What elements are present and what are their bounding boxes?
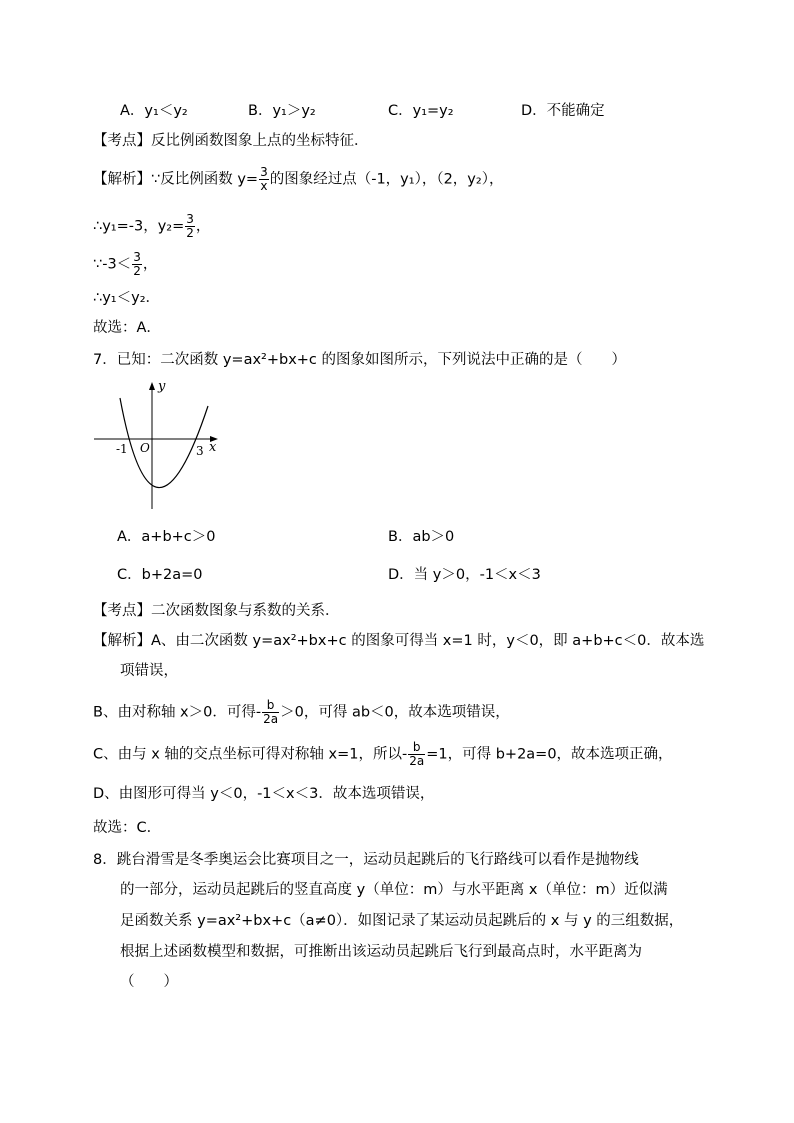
jiexi-tag: 【解析】 bbox=[93, 633, 151, 649]
q8-stem-line-3: 足函数关系 y=ax²+bx+c（a≠0）．如图记录了某运动员起跳后的 x 与 y 的三组数据， bbox=[120, 913, 684, 929]
jiexi-tag: 【解析】 bbox=[93, 171, 151, 188]
q8-stem-line-4: 根据上述函数模型和数据，可推断出该运动员起跳后飞行到最高点时，水平距离为 bbox=[120, 944, 642, 960]
step-text-post: =1，可得 b+2a=0，故本选项正确， bbox=[426, 746, 673, 763]
q7-option-b: B．ab＞0 bbox=[388, 529, 455, 545]
step-text-pre: ∴y₁=-3，y₂= bbox=[93, 218, 185, 235]
fraction-numerator: 3 bbox=[186, 212, 194, 226]
fraction bbox=[185, 213, 195, 240]
q6-option-a: A．y₁＜y₂ bbox=[120, 103, 188, 119]
parabola-curve bbox=[120, 398, 208, 488]
kaodian-tag: 【考点】 bbox=[93, 133, 151, 149]
q6-option-c: C．y₁=y₂ bbox=[388, 103, 454, 119]
q6-option-d: D．不能确定 bbox=[521, 103, 605, 119]
fraction-denominator: 2a bbox=[409, 754, 425, 768]
y-axis-label: y bbox=[158, 379, 166, 394]
kaodian-text: 反比例函数图象上点的坐标特征． bbox=[151, 133, 369, 149]
step-text-pre: ∵-3＜ bbox=[93, 256, 132, 273]
fraction-numerator: b bbox=[262, 699, 279, 713]
fraction bbox=[262, 699, 279, 726]
step-text-post: ， bbox=[195, 218, 211, 235]
q6-step-3: ∴y₁＜y₂． bbox=[93, 290, 161, 306]
q6-kaodian-line bbox=[93, 131, 369, 151]
fraction-denominator: x bbox=[260, 179, 268, 193]
q7-option-a: A．a+b+c＞0 bbox=[117, 529, 216, 545]
q7-kaodian-line bbox=[93, 601, 340, 621]
q7-answer: 故选：C． bbox=[93, 820, 162, 836]
step-text-pre: C、由与 x 轴的交点坐标可得对称轴 x=1，所以- bbox=[93, 746, 408, 763]
q7-parabola-graph bbox=[90, 378, 225, 518]
q7-jiexi-continued: 项错误， bbox=[120, 663, 178, 679]
q6-step-2 bbox=[93, 251, 157, 278]
fraction-numerator: b bbox=[408, 741, 425, 755]
step-text-post: ， bbox=[142, 256, 158, 273]
y-axis-arrow-icon bbox=[149, 382, 155, 390]
q8-answer-blank: （ ） bbox=[120, 974, 178, 990]
fraction-numerator: 3 bbox=[133, 250, 141, 264]
q6-step-1 bbox=[93, 213, 210, 240]
q8-stem-line-2: 的一部分，运动员起跳后的竖直高度 y（单位：m）与水平距离 x（单位：m）近似满 bbox=[120, 882, 668, 898]
kaodian-text: 二次函数图象与系数的关系． bbox=[151, 603, 340, 619]
q7-stem: 7．已知：二次函数 y=ax²+bx+c 的图象如图所示，下列说法中正确的是（ ） bbox=[93, 352, 627, 368]
jiexi-text: A、由二次函数 y=ax²+bx+c 的图象可得当 x=1 时，y＜0，即 a+b+c＜0．故本选 bbox=[151, 633, 705, 649]
q6-answer: 故选：A． bbox=[93, 320, 161, 336]
origin-label: O bbox=[140, 441, 150, 455]
fraction-denominator: 2 bbox=[186, 226, 194, 240]
fraction bbox=[132, 251, 142, 278]
q6-jiexi-line bbox=[93, 166, 503, 193]
q8-stem-line-1: 8．跳台滑雪是冬季奥运会比赛项目之一，运动员起跳后的飞行路线可以看作是抛物线 bbox=[93, 852, 639, 868]
fraction bbox=[408, 741, 425, 768]
fraction bbox=[259, 166, 269, 193]
jiexi-text-post: 的图象经过点（-1，y₁），（2，y₂）， bbox=[269, 171, 504, 188]
fraction-numerator: 3 bbox=[260, 165, 268, 179]
kaodian-tag: 【考点】 bbox=[93, 603, 151, 619]
q7-jiexi-line bbox=[93, 631, 704, 651]
q6-option-b: B．y₁＞y₂ bbox=[248, 103, 316, 119]
tick-label-neg1: -1 bbox=[116, 442, 128, 456]
step-text-post: ＞0，可得 ab＜0，故本选项错误， bbox=[280, 704, 510, 721]
jiexi-text-pre: ∵反比例函数 y= bbox=[151, 171, 259, 188]
q7-step-c bbox=[93, 741, 673, 768]
step-text-pre: B、由对称轴 x＞0．可得- bbox=[93, 704, 262, 721]
q7-step-d: D、由图形可得当 y＜0，-1＜x＜3．故本选项错误， bbox=[93, 786, 435, 802]
q7-option-c: C．b+2a=0 bbox=[117, 567, 203, 583]
q7-step-b bbox=[93, 699, 510, 726]
tick-label-3: 3 bbox=[196, 444, 204, 458]
fraction-denominator: 2a bbox=[263, 712, 279, 726]
x-axis-label: x bbox=[209, 440, 217, 455]
fraction-denominator: 2 bbox=[133, 264, 141, 278]
q7-option-d: D．当 y＞0，-1＜x＜3 bbox=[388, 567, 541, 583]
